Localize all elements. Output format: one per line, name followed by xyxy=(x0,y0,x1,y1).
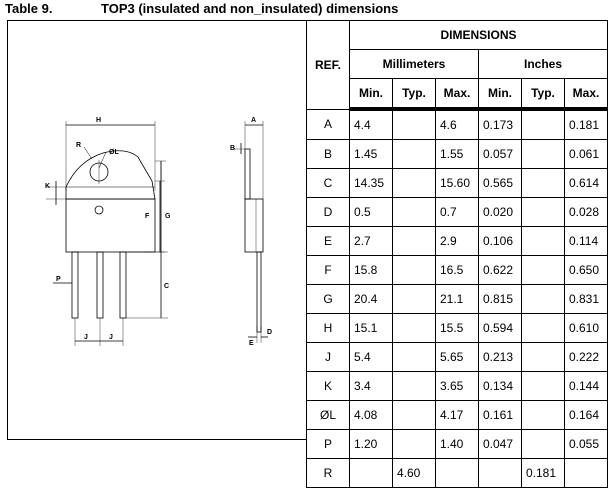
table-row xyxy=(307,343,608,372)
value-cell-in-typ xyxy=(522,109,565,140)
table-row xyxy=(307,401,608,430)
value-cell-in-max: 0.610 xyxy=(565,314,608,343)
side-tab xyxy=(245,149,250,199)
value-cell-mm-typ xyxy=(393,372,436,401)
value-cell-mm-typ xyxy=(393,227,436,256)
value-cell-mm-min: 14.35 xyxy=(350,169,393,198)
ref-cell: D xyxy=(307,198,350,227)
package-body xyxy=(66,199,155,252)
table-row xyxy=(307,285,608,314)
label-e: E xyxy=(249,340,254,347)
ref-cell: J xyxy=(307,343,350,372)
value-cell-in-typ xyxy=(522,169,565,198)
table-title: TOP3 (insulated and non_insulated) dimensions xyxy=(101,1,399,16)
value-cell-mm-typ xyxy=(393,401,436,430)
lead-2 xyxy=(97,252,103,318)
table-row xyxy=(307,140,608,169)
value-cell-mm-max: 4.17 xyxy=(436,401,479,430)
value-cell-mm-typ xyxy=(393,314,436,343)
ref-header: REF. xyxy=(307,21,350,110)
ref-cell: R xyxy=(307,459,350,488)
value-cell-mm-max xyxy=(436,459,479,488)
value-cell-in-typ xyxy=(522,430,565,459)
col-in-typ: Typ. xyxy=(522,79,565,110)
table-row xyxy=(307,314,608,343)
label-k: K xyxy=(45,183,51,190)
label-j-1: J xyxy=(84,334,88,341)
value-cell-mm-min: 20.4 xyxy=(350,285,393,314)
value-cell-in-max: 0.831 xyxy=(565,285,608,314)
value-cell-mm-min: 15.1 xyxy=(350,314,393,343)
value-cell-in-max: 0.114 xyxy=(565,227,608,256)
label-f: F xyxy=(145,213,150,220)
value-cell-in-typ xyxy=(522,227,565,256)
value-cell-mm-min: 0.5 xyxy=(350,198,393,227)
dimensions-header: DIMENSIONS xyxy=(350,21,608,50)
label-l: ØL xyxy=(109,149,119,156)
value-cell-in-max: 0.614 xyxy=(565,169,608,198)
value-cell-mm-min: 4.08 xyxy=(350,401,393,430)
value-cell-mm-max: 15.5 xyxy=(436,314,479,343)
value-cell-in-typ xyxy=(522,401,565,430)
value-cell-mm-max: 21.1 xyxy=(436,285,479,314)
value-cell-in-max: 0.061 xyxy=(565,140,608,169)
table-row xyxy=(307,430,608,459)
ref-cell: F xyxy=(307,256,350,285)
value-cell-in-max: 0.650 xyxy=(565,256,608,285)
value-cell-in-max: 0.222 xyxy=(565,343,608,372)
value-cell-in-min: 0.594 xyxy=(479,314,522,343)
table-row xyxy=(307,109,608,140)
ref-cell: ØL xyxy=(307,401,350,430)
value-cell-in-max: 0.164 xyxy=(565,401,608,430)
value-cell-mm-typ xyxy=(393,169,436,198)
table-row xyxy=(307,169,608,198)
value-cell-in-max: 0.028 xyxy=(565,198,608,227)
label-j-2: J xyxy=(109,334,113,341)
millimeters-header: Millimeters xyxy=(350,50,479,79)
table-row xyxy=(307,256,608,285)
value-cell-mm-max: 15.60 xyxy=(436,169,479,198)
value-cell-mm-min: 2.7 xyxy=(350,227,393,256)
value-cell-in-max xyxy=(565,459,608,488)
label-p: P xyxy=(56,276,61,283)
col-mm-max: Max. xyxy=(436,79,479,110)
front-view xyxy=(45,117,171,346)
value-cell-mm-typ xyxy=(393,343,436,372)
value-cell-in-min: 0.161 xyxy=(479,401,522,430)
package-tab xyxy=(66,151,155,199)
value-cell-mm-min xyxy=(350,459,393,488)
dimensions-table xyxy=(306,20,608,488)
value-cell-mm-typ: 4.60 xyxy=(393,459,436,488)
value-cell-in-typ xyxy=(522,343,565,372)
value-cell-mm-typ xyxy=(393,198,436,227)
value-cell-mm-max: 0.7 xyxy=(436,198,479,227)
col-in-min: Min. xyxy=(479,79,522,110)
value-cell-mm-typ xyxy=(393,285,436,314)
value-cell-mm-min: 5.4 xyxy=(350,343,393,372)
table-row xyxy=(307,227,608,256)
value-cell-mm-min: 3.4 xyxy=(350,372,393,401)
ref-cell: C xyxy=(307,169,350,198)
lead-1 xyxy=(72,252,78,318)
value-cell-mm-max: 1.55 xyxy=(436,140,479,169)
value-cell-in-typ xyxy=(522,285,565,314)
ref-cell: A xyxy=(307,109,350,140)
inches-header: Inches xyxy=(479,50,608,79)
value-cell-mm-max: 16.5 xyxy=(436,256,479,285)
side-body xyxy=(245,199,263,252)
value-cell-mm-typ xyxy=(393,140,436,169)
ref-cell: B xyxy=(307,140,350,169)
table-body xyxy=(307,109,608,488)
value-cell-in-min: 0.173 xyxy=(479,109,522,140)
value-cell-in-typ xyxy=(522,140,565,169)
table-row xyxy=(307,372,608,401)
value-cell-mm-typ xyxy=(393,430,436,459)
value-cell-mm-max: 4.6 xyxy=(436,109,479,140)
value-cell-in-max: 0.181 xyxy=(565,109,608,140)
side-lead xyxy=(257,252,261,332)
value-cell-mm-typ xyxy=(393,256,436,285)
label-b: B xyxy=(230,145,236,152)
value-cell-mm-max: 5.65 xyxy=(436,343,479,372)
dim-r-leader xyxy=(84,147,92,159)
label-r: R xyxy=(76,142,82,149)
value-cell-in-max: 0.055 xyxy=(565,430,608,459)
body-dimple xyxy=(95,206,103,214)
side-view xyxy=(230,117,272,347)
value-cell-in-typ: 0.181 xyxy=(522,459,565,488)
value-cell-in-min: 0.134 xyxy=(479,372,522,401)
value-cell-in-max: 0.144 xyxy=(565,372,608,401)
value-cell-mm-max: 2.9 xyxy=(436,227,479,256)
value-cell-in-min: 0.815 xyxy=(479,285,522,314)
value-cell-mm-min: 4.4 xyxy=(350,109,393,140)
package-outline-drawing xyxy=(8,21,307,439)
ref-cell: K xyxy=(307,372,350,401)
label-a: A xyxy=(251,117,257,124)
value-cell-in-min: 0.020 xyxy=(479,198,522,227)
package-drawing xyxy=(7,20,307,440)
ref-cell: E xyxy=(307,227,350,256)
table-row xyxy=(307,459,608,488)
label-g: G xyxy=(165,213,171,220)
value-cell-in-typ xyxy=(522,256,565,285)
label-c: C xyxy=(164,283,170,290)
value-cell-mm-min: 1.20 xyxy=(350,430,393,459)
value-cell-mm-min: 1.45 xyxy=(350,140,393,169)
value-cell-in-min: 0.057 xyxy=(479,140,522,169)
label-h: H xyxy=(96,117,102,124)
lead-3 xyxy=(120,252,126,318)
value-cell-in-min: 0.047 xyxy=(479,430,522,459)
value-cell-mm-min: 15.8 xyxy=(350,256,393,285)
value-cell-in-min: 0.622 xyxy=(479,256,522,285)
ref-cell: P xyxy=(307,430,350,459)
value-cell-in-typ xyxy=(522,314,565,343)
value-cell-in-min: 0.106 xyxy=(479,227,522,256)
col-mm-typ: Typ. xyxy=(393,79,436,110)
value-cell-in-typ xyxy=(522,372,565,401)
value-cell-mm-typ xyxy=(393,109,436,140)
col-in-max: Max. xyxy=(565,79,608,110)
value-cell-in-typ xyxy=(522,198,565,227)
value-cell-mm-max: 1.40 xyxy=(436,430,479,459)
ref-cell: H xyxy=(307,314,350,343)
col-mm-min: Min. xyxy=(350,79,393,110)
value-cell-in-min: 0.213 xyxy=(479,343,522,372)
value-cell-in-min xyxy=(479,459,522,488)
table-number: Table 9. xyxy=(5,1,53,16)
value-cell-mm-max: 3.65 xyxy=(436,372,479,401)
ref-cell: G xyxy=(307,285,350,314)
value-cell-in-min: 0.565 xyxy=(479,169,522,198)
label-d: D xyxy=(267,329,273,336)
table-row xyxy=(307,198,608,227)
